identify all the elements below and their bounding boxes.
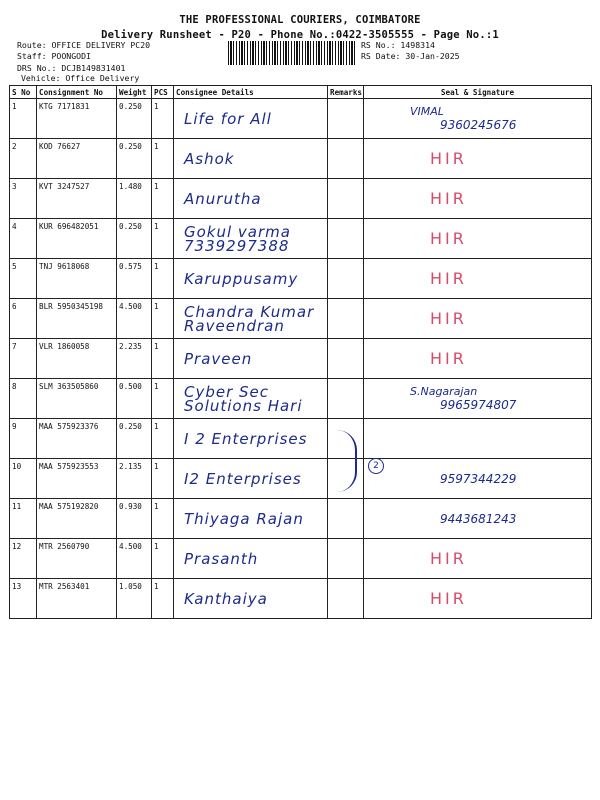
table-row bbox=[10, 299, 592, 339]
row-signature bbox=[364, 179, 592, 219]
table-row bbox=[10, 259, 592, 299]
runsheet-table bbox=[9, 85, 592, 619]
signer-name: S.Nagarajan bbox=[410, 385, 478, 398]
row-consignee: Thiyaga Rajan bbox=[174, 499, 328, 539]
row-signature bbox=[364, 339, 592, 379]
signer-phone: 9597344229 bbox=[440, 471, 517, 486]
row-consignee: Ashok bbox=[174, 139, 328, 179]
row-weight: 0.250 bbox=[117, 219, 152, 259]
row-weight: 0.500 bbox=[117, 379, 152, 419]
table-row bbox=[10, 219, 592, 259]
rs-no-text: RS No.: 1498314 bbox=[361, 40, 435, 50]
row-weight: 2.135 bbox=[117, 459, 152, 499]
row-remarks bbox=[328, 299, 364, 339]
row-pcs: 1 bbox=[152, 259, 174, 299]
row-remarks bbox=[328, 259, 364, 299]
row-signature bbox=[364, 579, 592, 619]
table-body bbox=[10, 99, 592, 619]
row-consignee: Praveen bbox=[174, 339, 328, 379]
meta-left bbox=[17, 40, 150, 84]
col-seal: Seal & Signature bbox=[364, 86, 592, 99]
staff-text: Staff: POONGODI bbox=[17, 50, 91, 61]
row-consignee: I2 Enterprises bbox=[174, 459, 328, 499]
vehicle-text: Vehicle: Office Delivery bbox=[21, 73, 140, 84]
row-weight: 2.235 bbox=[117, 339, 152, 379]
row-consignment-no: MAA 575923376 bbox=[37, 419, 117, 459]
signer-phone: 9360245676 bbox=[440, 118, 517, 132]
table-row bbox=[10, 579, 592, 619]
row-remarks bbox=[328, 99, 364, 139]
row-consignment-no: KTG 7171831 bbox=[37, 99, 117, 139]
row-consignment-no: MAA 575923553 bbox=[37, 459, 117, 499]
row-pcs: 1 bbox=[152, 299, 174, 339]
col-sno: S No bbox=[10, 86, 37, 99]
meta-right bbox=[361, 40, 460, 62]
row-consignment-no: MTR 2563401 bbox=[37, 579, 117, 619]
row-consignment-no: KOD 76627 bbox=[37, 139, 117, 179]
row-signature bbox=[364, 379, 592, 419]
row-consignee: Gokul varma 7339297388 bbox=[174, 219, 328, 259]
row-signature bbox=[364, 419, 592, 459]
col-consignee: Consignee Details bbox=[174, 86, 328, 99]
row-consignee: Karuppusamy bbox=[174, 259, 328, 299]
row-sno: 9 bbox=[10, 419, 37, 459]
table-row bbox=[10, 459, 592, 499]
row-signature bbox=[364, 539, 592, 579]
row-signature bbox=[364, 459, 592, 499]
row-pcs: 1 bbox=[152, 179, 174, 219]
table-row bbox=[10, 99, 592, 139]
signer-name: VIMAL bbox=[410, 105, 444, 118]
row-pcs: 1 bbox=[152, 419, 174, 459]
hir-mark: HIR bbox=[430, 149, 467, 168]
hir-mark: HIR bbox=[430, 189, 467, 208]
row-remarks bbox=[328, 219, 364, 259]
row-sno: 10 bbox=[10, 459, 37, 499]
row-remarks bbox=[328, 539, 364, 579]
row-consignee: I 2 Enterprises bbox=[174, 419, 328, 459]
table-header-row bbox=[10, 86, 592, 99]
row-weight: 0.575 bbox=[117, 259, 152, 299]
table-row bbox=[10, 419, 592, 459]
row-pcs: 1 bbox=[152, 459, 174, 499]
row-consignee: Cyber Sec Solutions Hari bbox=[174, 379, 328, 419]
row-consignment-no: VLR 1860058 bbox=[37, 339, 117, 379]
table-row bbox=[10, 499, 592, 539]
col-remarks: Remarks bbox=[328, 86, 364, 99]
row-consignee: Kanthaiya bbox=[174, 579, 328, 619]
table-row bbox=[10, 539, 592, 579]
row-consignment-no: SLM 363505860 bbox=[37, 379, 117, 419]
row-consignee: Chandra Kumar Raveendran bbox=[174, 299, 328, 339]
row-remarks bbox=[328, 339, 364, 379]
row-consignment-no: BLR 5950345198 bbox=[37, 299, 117, 339]
row-pcs: 1 bbox=[152, 219, 174, 259]
row-sno: 4 bbox=[10, 219, 37, 259]
row-signature bbox=[364, 99, 592, 139]
row-sno: 1 bbox=[10, 99, 37, 139]
row-weight: 4.500 bbox=[117, 539, 152, 579]
route-text: Route: OFFICE DELIVERY PC20 bbox=[17, 40, 151, 50]
row-consignment-no: MAA 575192820 bbox=[37, 499, 117, 539]
col-consignment: Consignment No bbox=[37, 86, 117, 99]
row-consignment-no: TNJ 9618068 bbox=[37, 259, 117, 299]
row-signature bbox=[364, 219, 592, 259]
company-title: THE PROFESSIONAL COURIERS, COIMBATORE bbox=[179, 14, 421, 26]
row-sno: 8 bbox=[10, 379, 37, 419]
row-sno: 12 bbox=[10, 539, 37, 579]
barcode-image bbox=[228, 41, 356, 65]
bracket-mark bbox=[335, 430, 357, 492]
rs-date-text: RS Date: 30-Jan-2025 bbox=[361, 50, 460, 61]
row-consignment-no: KVT 3247527 bbox=[37, 179, 117, 219]
row-pcs: 1 bbox=[152, 99, 174, 139]
hir-mark: HIR bbox=[430, 269, 467, 288]
row-pcs: 1 bbox=[152, 499, 174, 539]
row-consignment-no: KUR 696482051 bbox=[37, 219, 117, 259]
runsheet-subtitle: Delivery Runsheet - P20 - Phone No.:0422-3505555 - Page No.:1 bbox=[101, 29, 499, 41]
row-signature bbox=[364, 299, 592, 339]
table-row bbox=[10, 339, 592, 379]
row-sno: 2 bbox=[10, 139, 37, 179]
hir-mark: HIR bbox=[430, 549, 467, 568]
table-row bbox=[10, 379, 592, 419]
hir-mark: HIR bbox=[430, 589, 467, 608]
row-remarks bbox=[328, 379, 364, 419]
row-signature bbox=[364, 499, 592, 539]
row-remarks bbox=[328, 139, 364, 179]
row-sno: 6 bbox=[10, 299, 37, 339]
hir-mark: HIR bbox=[430, 349, 467, 368]
row-weight: 0.930 bbox=[117, 499, 152, 539]
col-weight: Weight bbox=[117, 86, 152, 99]
row-pcs: 1 bbox=[152, 539, 174, 579]
row-signature bbox=[364, 259, 592, 299]
row-weight: 0.250 bbox=[117, 419, 152, 459]
row-weight: 0.250 bbox=[117, 139, 152, 179]
row-consignee: Prasanth bbox=[174, 539, 328, 579]
table-row bbox=[10, 179, 592, 219]
signer-phone: 9443681243 bbox=[440, 511, 517, 526]
row-sno: 5 bbox=[10, 259, 37, 299]
row-sno: 7 bbox=[10, 339, 37, 379]
row-pcs: 1 bbox=[152, 139, 174, 179]
signer-phone: 9965974807 bbox=[440, 398, 517, 412]
row-sno: 13 bbox=[10, 579, 37, 619]
row-remarks bbox=[328, 499, 364, 539]
hir-mark: HIR bbox=[430, 309, 467, 328]
row-weight: 0.250 bbox=[117, 99, 152, 139]
row-sno: 11 bbox=[10, 499, 37, 539]
row-weight: 4.500 bbox=[117, 299, 152, 339]
row-pcs: 1 bbox=[152, 379, 174, 419]
hir-mark: HIR bbox=[430, 229, 467, 248]
col-pcs: PCS bbox=[152, 86, 174, 99]
table-row bbox=[10, 139, 592, 179]
row-consignee: Anurutha bbox=[174, 179, 328, 219]
row-pcs: 1 bbox=[152, 579, 174, 619]
row-weight: 1.050 bbox=[117, 579, 152, 619]
row-pcs: 1 bbox=[152, 339, 174, 379]
drs-text: DRS No.: DCJB149831401 bbox=[17, 62, 126, 73]
row-weight: 1.480 bbox=[117, 179, 152, 219]
row-consignee: Life for All bbox=[174, 99, 328, 139]
row-sno: 3 bbox=[10, 179, 37, 219]
circled-number: 2 bbox=[368, 458, 384, 474]
row-remarks bbox=[328, 579, 364, 619]
row-signature bbox=[364, 139, 592, 179]
row-remarks bbox=[328, 179, 364, 219]
row-consignment-no: MTR 2560790 bbox=[37, 539, 117, 579]
